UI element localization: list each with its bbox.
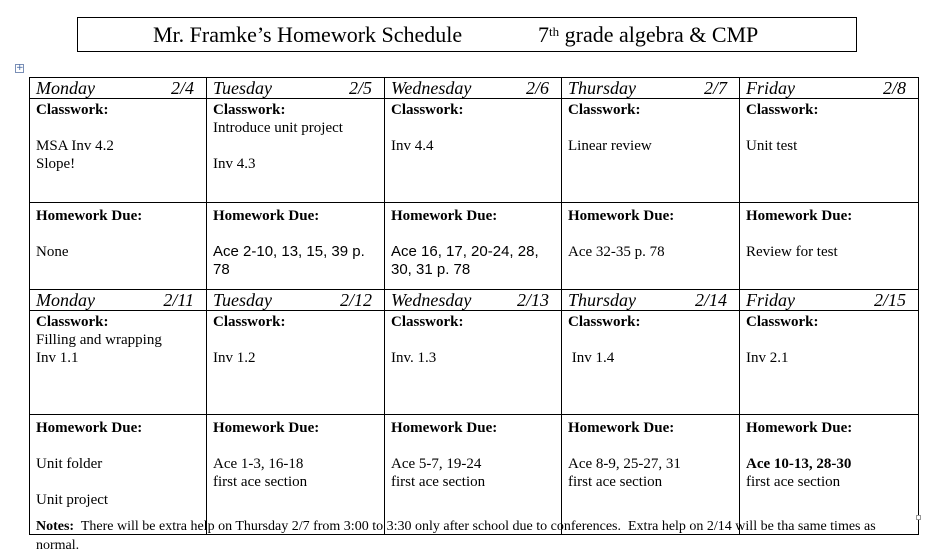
day-header xyxy=(385,290,562,311)
classwork-line xyxy=(568,331,733,349)
classwork-cell xyxy=(385,311,562,415)
classwork-label: Classwork: xyxy=(213,314,286,330)
homework-label: Homework Due: xyxy=(213,208,320,224)
classwork-line xyxy=(36,137,200,155)
classwork-cell xyxy=(30,99,207,203)
day-name: Friday xyxy=(746,290,795,310)
homework-line: first ace section xyxy=(213,474,308,490)
day-header xyxy=(740,78,919,99)
day-date: 2/12 xyxy=(339,290,372,310)
homework-line xyxy=(568,225,733,243)
day-name: Wednesday xyxy=(391,290,472,310)
day-name: Thursday xyxy=(568,78,637,98)
day-name: Monday xyxy=(36,78,95,98)
homework-line: None xyxy=(36,244,69,260)
homework-label: Homework Due: xyxy=(568,420,675,436)
classwork-label: Classwork: xyxy=(36,102,109,118)
homework-label: Homework Due: xyxy=(568,208,675,224)
classwork-cell xyxy=(385,99,562,203)
classwork-line: Inv 1.2 xyxy=(213,350,256,366)
homework-cell xyxy=(30,203,207,290)
classwork-line: Inv 4.3 xyxy=(213,156,256,172)
homework-line: Unit project xyxy=(36,492,109,508)
notes-text: There will be extra help on Thursday 2/7 from 3:00 to 3:30 only after school due to conferences. Extra help on 2/14 will be tha same times as normal. xyxy=(36,519,880,553)
classwork-line xyxy=(36,119,200,137)
classwork-line: Inv. 1.3 xyxy=(391,350,437,366)
homework-label: Homework Due: xyxy=(36,420,143,436)
homework-line: Ace 16, 17, 20-24, 28, 30, 31 p. 78 xyxy=(391,243,539,278)
day-header xyxy=(385,78,562,99)
classwork-cell xyxy=(207,99,385,203)
day-name: Monday xyxy=(36,290,95,310)
homework-line xyxy=(746,437,912,455)
classwork-line: Unit test xyxy=(746,138,798,154)
classwork-cell xyxy=(740,99,919,203)
document-title xyxy=(77,17,857,52)
week-2-day-header-row xyxy=(30,290,919,311)
day-header xyxy=(562,290,740,311)
classwork-line: Filling and wrapping xyxy=(36,332,162,348)
teacher-schedule-title: Mr. Framke’s Homework Schedule xyxy=(153,22,463,47)
week-1-homework-row xyxy=(30,203,919,290)
classwork-label: Classwork: xyxy=(568,314,641,330)
homework-cell xyxy=(740,203,919,290)
homework-cell xyxy=(385,203,562,290)
classwork-label: Classwork: xyxy=(391,314,464,330)
classwork-line xyxy=(746,119,912,137)
classwork-label: Classwork: xyxy=(213,102,286,118)
day-date: 2/4 xyxy=(170,78,194,98)
classwork-line xyxy=(746,331,912,349)
day-header xyxy=(740,290,919,311)
day-header xyxy=(207,290,385,311)
homework-line: Ace 8-9, 25-27, 31 xyxy=(568,456,681,472)
classwork-line xyxy=(568,119,733,137)
grade-number: 7 xyxy=(538,22,549,47)
homework-line xyxy=(213,225,378,243)
classwork-line: Slope! xyxy=(36,156,76,172)
week-2-classwork-row xyxy=(30,311,919,415)
homework-cell xyxy=(562,203,740,290)
homework-label: Homework Due: xyxy=(391,420,498,436)
day-date: 2/6 xyxy=(525,78,549,98)
week-1-day-header-row xyxy=(30,78,919,99)
classwork-line: Inv 1.4 xyxy=(568,350,615,366)
homework-line: first ace section xyxy=(746,474,841,490)
homework-label: Homework Due: xyxy=(213,420,320,436)
homework-line: Unit folder xyxy=(36,456,103,472)
homework-line xyxy=(746,225,912,243)
homework-label: Homework Due: xyxy=(746,208,853,224)
day-date: 2/7 xyxy=(703,78,727,98)
classwork-line: Introduce unit project xyxy=(213,120,343,136)
homework-line: first ace section xyxy=(568,474,663,490)
day-date: 2/14 xyxy=(694,290,727,310)
day-name: Tuesday xyxy=(213,78,273,98)
day-date: 2/11 xyxy=(163,290,194,310)
homework-line xyxy=(391,225,555,243)
notes-label: Notes: xyxy=(36,519,75,534)
day-date: 2/13 xyxy=(516,290,549,310)
homework-line xyxy=(36,437,200,455)
homework-label: Homework Due: xyxy=(746,420,853,436)
classwork-text: MSA Inv 4.2 xyxy=(36,138,114,154)
table-move-handle-icon[interactable]: + xyxy=(16,63,24,73)
homework-line: Ace 2-10, 13, 15, 39 p. 78 xyxy=(213,243,365,278)
classwork-label: Classwork: xyxy=(391,102,464,118)
day-name: Tuesday xyxy=(213,290,273,310)
classwork-label: Classwork: xyxy=(746,314,819,330)
classwork-line: Inv 1.1 xyxy=(36,350,79,366)
classwork-line: Inv 4.4 xyxy=(391,138,434,154)
notes-paragraph xyxy=(36,517,896,555)
homework-schedule-table xyxy=(29,77,919,535)
homework-cell xyxy=(207,203,385,290)
homework-line xyxy=(568,437,733,455)
classwork-label: Classwork: xyxy=(568,102,641,118)
week-1-classwork-row xyxy=(30,99,919,203)
day-date: 2/8 xyxy=(882,78,906,98)
classwork-line xyxy=(213,137,378,155)
homework-line xyxy=(213,437,378,455)
day-name: Friday xyxy=(746,78,795,98)
homework-line: Ace 32-35 p. 78 xyxy=(568,244,665,260)
classwork-cell xyxy=(562,99,740,203)
grade-subject: grade algebra & CMP xyxy=(559,22,759,47)
homework-line: Review for test xyxy=(746,244,838,260)
homework-line xyxy=(36,225,200,243)
classwork-cell xyxy=(207,311,385,415)
homework-label: Homework Due: xyxy=(36,208,143,224)
classwork-cell xyxy=(562,311,740,415)
day-header xyxy=(30,78,207,99)
classwork-label: Classwork: xyxy=(36,314,109,330)
day-header xyxy=(207,78,385,99)
day-header xyxy=(562,78,740,99)
homework-line: Ace 10-13, 28-30 xyxy=(746,456,852,472)
classwork-cell xyxy=(740,311,919,415)
day-name: Thursday xyxy=(568,290,637,310)
homework-line xyxy=(391,437,555,455)
classwork-line: Linear review xyxy=(568,138,652,154)
day-name: Wednesday xyxy=(391,78,472,98)
day-date: 2/15 xyxy=(873,290,906,310)
grade-subject-title xyxy=(538,18,758,51)
grade-suffix: th xyxy=(549,24,560,39)
homework-line: first ace section xyxy=(391,474,486,490)
homework-line: Ace 1-3, 16-18 xyxy=(213,456,304,472)
homework-label: Homework Due: xyxy=(391,208,498,224)
day-date: 2/5 xyxy=(348,78,372,98)
classwork-line xyxy=(391,119,555,137)
homework-line: Ace 5-7, 19-24 xyxy=(391,456,482,472)
classwork-line: Inv 2.1 xyxy=(746,350,789,366)
day-header xyxy=(30,290,207,311)
homework-line xyxy=(36,473,200,491)
classwork-line xyxy=(213,331,378,349)
classwork-label: Classwork: xyxy=(746,102,819,118)
classwork-cell xyxy=(30,311,207,415)
classwork-line xyxy=(391,331,555,349)
table-resize-handle[interactable] xyxy=(916,515,921,520)
